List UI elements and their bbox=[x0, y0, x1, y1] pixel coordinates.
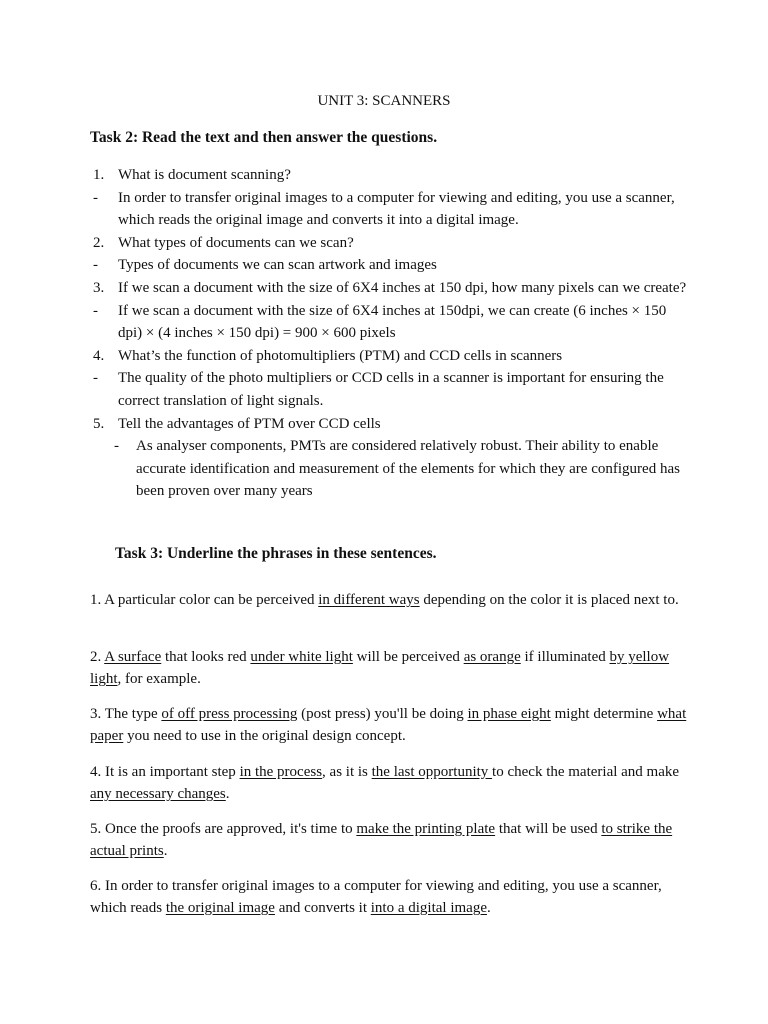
list-marker: 1. bbox=[93, 167, 105, 183]
sentence-text: that will be used bbox=[495, 821, 602, 837]
item-text: The quality of the photo multipliers or CCD cells in a scanner is important for ensuring the correct translation of light signals. bbox=[118, 370, 664, 409]
sentence-text: that looks red bbox=[161, 649, 251, 665]
underlined-phrase: in different ways bbox=[318, 592, 420, 608]
sentence-text: (post press) you'll be doing bbox=[297, 706, 468, 722]
question-item bbox=[90, 277, 690, 300]
underlined-phrase: in phase eight bbox=[467, 706, 551, 722]
sentence-text: 5. Once the proofs are approved, it's time to bbox=[90, 821, 357, 837]
sentence-text: 3. The type bbox=[90, 706, 162, 722]
underlined-phrase: in the process bbox=[239, 764, 323, 780]
answer-item bbox=[90, 187, 690, 232]
item-text: What’s the function of photomultipliers (PTM) and CCD cells in scanners bbox=[118, 347, 563, 364]
sentence-text: will be perceived bbox=[352, 649, 464, 665]
underlined-phrase: what paper bbox=[90, 706, 687, 744]
answer-item bbox=[90, 300, 690, 345]
sentence-4 bbox=[90, 761, 690, 805]
sentence-text: depending on the color it is placed next to. bbox=[419, 592, 679, 608]
underlined-phrase: any necessary changes bbox=[90, 786, 226, 802]
sentence-text: . bbox=[225, 786, 230, 802]
underlined-phrase: the original image bbox=[165, 900, 275, 916]
list-marker: 2. bbox=[93, 234, 105, 251]
list-marker: - bbox=[93, 189, 98, 206]
sentence-text: if illuminated bbox=[520, 649, 610, 665]
unit-title: UNIT 3: SCANNERS bbox=[317, 93, 451, 109]
list-marker: - bbox=[93, 302, 98, 319]
underlined-phrase: by yellow light bbox=[90, 649, 670, 687]
question-item bbox=[90, 232, 690, 255]
sentence-3 bbox=[90, 703, 690, 747]
sentence-text: 1. A particular color can be perceived bbox=[90, 592, 319, 608]
question-item bbox=[90, 345, 690, 368]
sentence-text: . bbox=[487, 900, 491, 916]
item-text: What is document scanning? bbox=[118, 167, 291, 183]
list-marker: - bbox=[93, 257, 98, 274]
underlined-phrase: of off press processing bbox=[161, 706, 298, 722]
item-text: As analyser components, PMTs are considered relatively robust. Their ability to enable accurate identification and measurement of the elements for which they are configured has been proven over many years bbox=[136, 438, 680, 500]
list-marker: 3. bbox=[93, 279, 105, 296]
sentence-6 bbox=[90, 875, 690, 919]
sentence-text: you need to use in the original design concept. bbox=[123, 728, 406, 744]
sentence-text: , as it is bbox=[322, 764, 372, 780]
underlined-phrase: the last opportunity bbox=[371, 764, 493, 780]
task2-heading: Task 2: Read the text and then answer the questions. bbox=[90, 129, 438, 146]
underlined-phrase: under white light bbox=[250, 649, 353, 665]
list-marker: 4. bbox=[93, 347, 105, 364]
underlined-phrase: as orange bbox=[463, 649, 521, 665]
item-text: If we scan a document with the size of 6X4 inches at 150 dpi, how many pixels can we create? bbox=[118, 279, 687, 296]
item-text: Types of documents we can scan artwork and images bbox=[118, 257, 437, 274]
list-marker: - bbox=[114, 438, 119, 455]
sentence-1 bbox=[90, 589, 690, 611]
answer-item bbox=[90, 435, 690, 503]
underlined-phrase: A surface bbox=[104, 649, 162, 665]
sentence-2 bbox=[90, 646, 690, 690]
question-item bbox=[90, 164, 690, 187]
sentence-text: 4. It is an important step bbox=[90, 764, 240, 780]
item-text: What types of documents can we scan? bbox=[118, 234, 354, 251]
item-text: If we scan a document with the size of 6X4 inches at 150dpi, we can create (6 inches × 150 dpi) × (4 inches × 150 dpi) = 900 × 600 pixels bbox=[118, 302, 667, 342]
underlined-phrase: make the printing plate bbox=[356, 821, 496, 837]
list-marker: - bbox=[93, 370, 98, 387]
sentence-text: and converts it bbox=[274, 900, 371, 916]
sentence-text: might determine bbox=[550, 706, 658, 722]
list-marker: 5. bbox=[93, 415, 105, 432]
item-text: In order to transfer original images to a computer for viewing and editing, you use a scanner, which reads the original image and converts it into a digital image. bbox=[118, 189, 675, 229]
sentence-5 bbox=[90, 818, 690, 862]
sentence-text: 6. In order to transfer original images to a computer for viewing and editing, you use a scanner, which reads bbox=[90, 878, 662, 916]
sentence-text: . bbox=[163, 843, 168, 859]
task3-heading: Task 3: Underline the phrases in these sentences. bbox=[115, 545, 437, 562]
sentence-text: , for example. bbox=[117, 671, 201, 687]
item-text: Tell the advantages of PTM over CCD cells bbox=[118, 415, 381, 432]
task2-list bbox=[90, 164, 690, 503]
underlined-phrase: to strike the actual prints bbox=[90, 821, 673, 859]
sentence-text: to check the material and make bbox=[492, 764, 680, 780]
answer-item bbox=[90, 367, 690, 412]
sentence-text: 2. bbox=[90, 649, 105, 665]
underlined-phrase: into a digital image bbox=[370, 900, 487, 916]
answer-item bbox=[90, 254, 690, 277]
question-item bbox=[90, 413, 690, 436]
